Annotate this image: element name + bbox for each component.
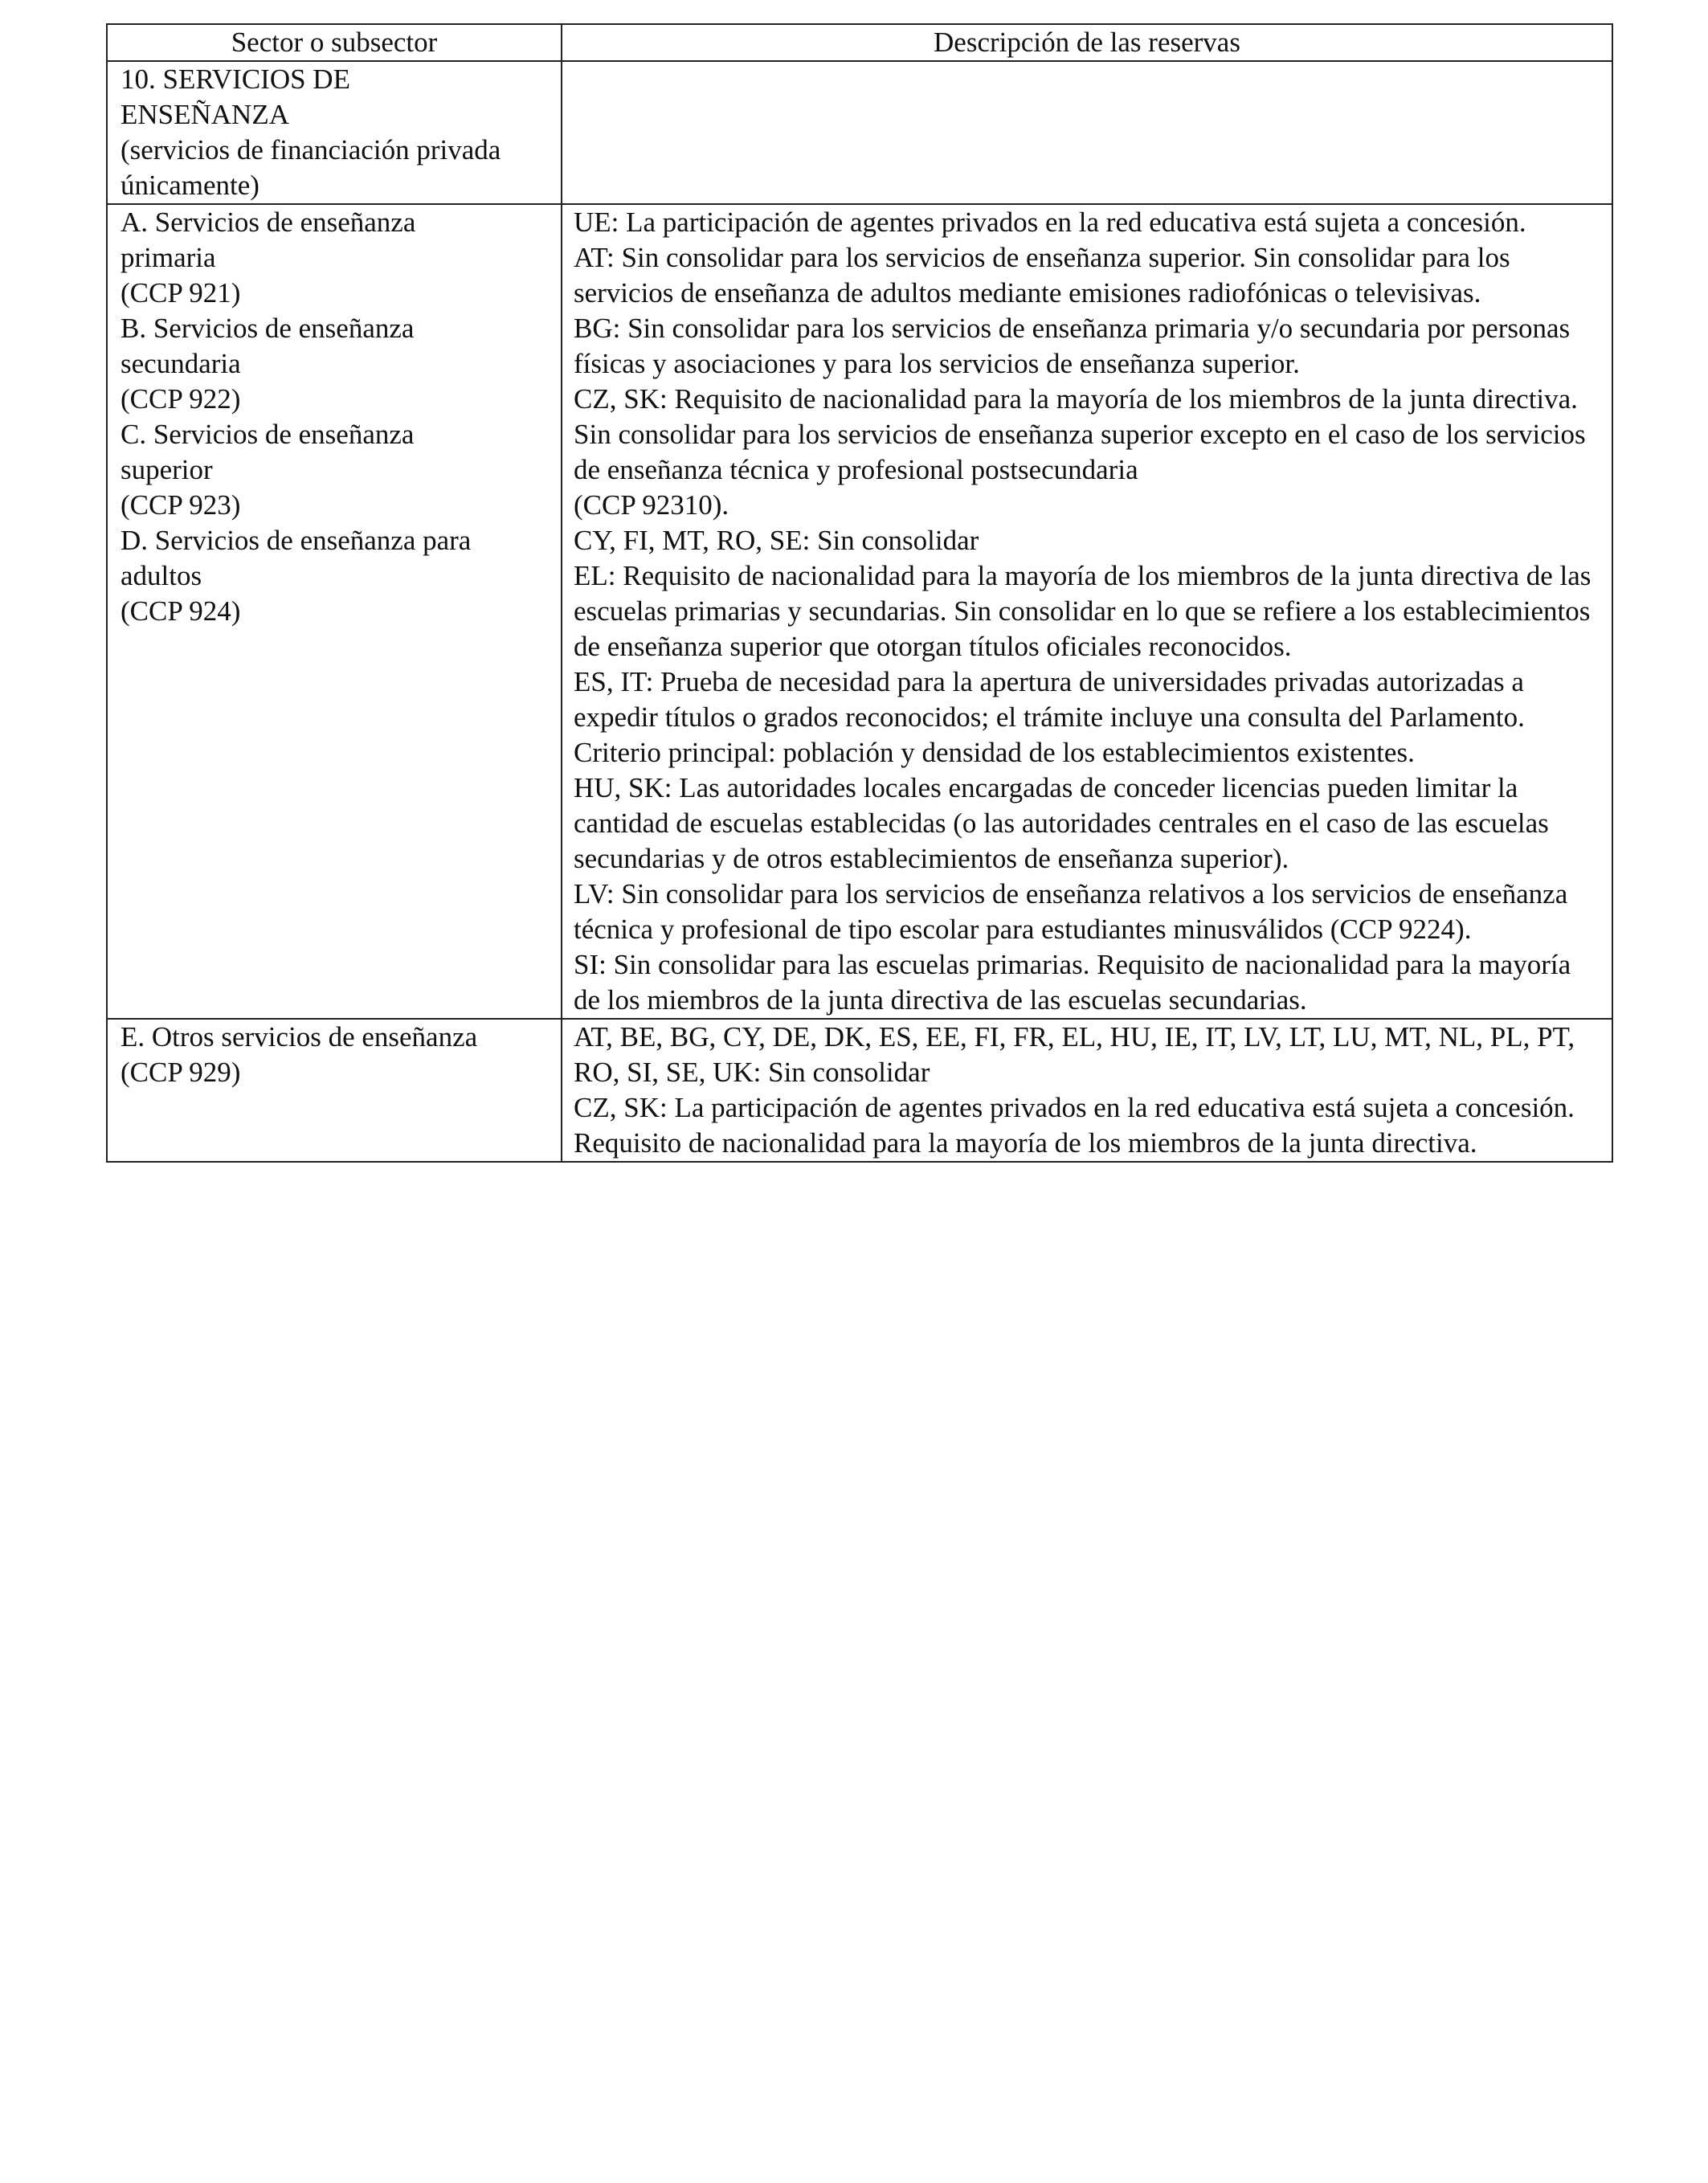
sector-line: B. Servicios de enseñanza <box>121 313 415 344</box>
sector-line: únicamente) <box>121 170 259 201</box>
table-row <box>107 1019 1612 1162</box>
reservation-paragraph-si: SI: Sin consolidar para las escuelas primarias. Requisito de nacionalidad para la mayoría de los miembros de la junta directiva de las escuelas secundarias. <box>574 949 1571 1016</box>
sector-cell-e <box>107 1019 562 1162</box>
reservation-paragraph-el: EL: Requisito de nacionalidad para la mayoría de los miembros de la junta directiva de las escuelas primarias y secundarias. Sin consolidar en lo que se refiere a los establecimientos de enseñanza superior que otorgan títulos oficiales reconocidos. <box>574 560 1592 662</box>
reservation-paragraph-cy-fi-mt-ro-se: CY, FI, MT, RO, SE: Sin consolidar <box>574 525 979 556</box>
reservation-paragraph-hu-sk: HU, SK: Las autoridades locales encargadas de conceder licencias pueden limitar la cantidad de escuelas establecidas (o las autoridades centrales en el caso de las escuelas secundarias y de otros establecimientos de enseñanza superior). <box>574 772 1549 874</box>
table-row <box>107 204 1612 1019</box>
sector-line: A. Servicios de enseñanza <box>121 206 416 238</box>
reservation-paragraph-ue: UE: La participación de agentes privados en la red educativa está sujeta a concesión. <box>574 206 1526 238</box>
description-cell-abcd <box>562 204 1612 1019</box>
reservation-paragraph-bg: BG: Sin consolidar para los servicios de enseñanza primaria y/o secundaria por personas físicas y asociaciones y para los servicios de enseñanza superior. <box>574 313 1571 379</box>
sector-line: superior <box>121 454 213 485</box>
sector-line: (CCP 922) <box>121 383 241 415</box>
sector-line: secundaria <box>121 348 241 379</box>
reservations-table <box>106 23 1613 1163</box>
sector-line: C. Servicios de enseñanza <box>121 419 415 450</box>
sector-line: primaria <box>121 242 216 273</box>
sector-line: (CCP 921) <box>121 277 241 309</box>
reservation-paragraph-multi-country: AT, BE, BG, CY, DE, DK, ES, EE, FI, FR, EL, HU, IE, IT, LV, LT, LU, MT, NL, PL, PT, RO, SI, SE, UK: Sin consolidar <box>574 1021 1575 1088</box>
document-page <box>106 23 1612 1163</box>
reservation-paragraph-cz-sk: CZ, SK: Requisito de nacionalidad para la mayoría de los miembros de la junta directiva. Sin consolidar para los servicios de enseñanza superior excepto en el caso de los servicios de enseñanza técnica y profesional postsecundaria <box>574 383 1586 485</box>
sector-line: (servicios de financiación privada <box>121 134 501 166</box>
sector-line: 10. SERVICIOS DE <box>121 63 350 95</box>
sector-line: (CCP 929) <box>121 1057 241 1088</box>
description-cell-empty <box>562 61 1612 204</box>
table-row <box>107 61 1612 204</box>
header-description: Descripción de las reservas <box>562 24 1612 61</box>
table-header-row <box>107 24 1612 61</box>
sector-line: E. Otros servicios de enseñanza <box>121 1021 478 1053</box>
reservation-paragraph-es-it: ES, IT: Prueba de necesidad para la apertura de universidades privadas autorizadas a expedir títulos o grados reconocidos; el trámite incluye una consulta del Parlamento. Criterio principal: población y densidad de los establecimientos existentes. <box>574 666 1525 768</box>
sector-line: adultos <box>121 560 202 591</box>
reservation-paragraph-at: AT: Sin consolidar para los servicios de enseñanza superior. Sin consolidar para los servicios de enseñanza de adultos mediante emisiones radiofónicas o televisivas. <box>574 242 1510 309</box>
sector-cell-title <box>107 61 562 204</box>
sector-line: D. Servicios de enseñanza para <box>121 525 472 556</box>
reservation-paragraph-lv: LV: Sin consolidar para los servicios de enseñanza relativos a los servicios de enseñanza técnica y profesional de tipo escolar para estudiantes minusválidos (CCP 9224). <box>574 878 1568 945</box>
reservation-paragraph-ccp-92310: (CCP 92310). <box>574 489 729 521</box>
header-sector: Sector o subsector <box>107 24 562 61</box>
sector-line: (CCP 923) <box>121 489 241 521</box>
sector-line: (CCP 924) <box>121 595 241 627</box>
description-cell-e <box>562 1019 1612 1162</box>
sector-line: ENSEÑANZA <box>121 99 289 130</box>
sector-cell-abcd <box>107 204 562 1019</box>
reservation-paragraph-cz-sk-other: CZ, SK: La participación de agentes privados en la red educativa está sujeta a concesión. Requisito de nacionalidad para la mayoría de los miembros de la junta directiva. <box>574 1092 1575 1159</box>
